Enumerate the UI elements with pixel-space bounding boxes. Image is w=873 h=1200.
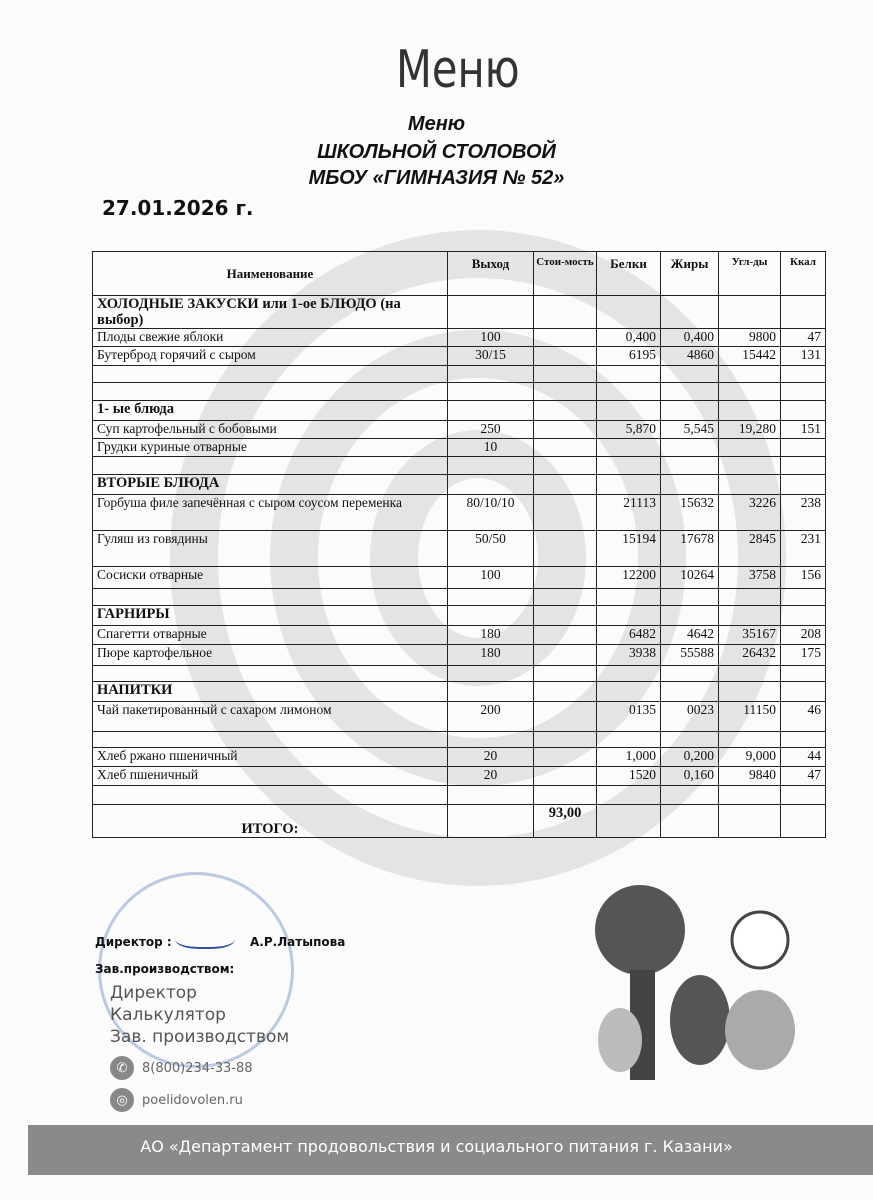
cell-cost: [534, 421, 597, 439]
empty-cell: [781, 606, 826, 626]
empty-cell: [597, 366, 661, 383]
cell-carbs: 19,280: [719, 421, 781, 439]
empty-cell: [719, 666, 781, 682]
cell-name: Чай пакетированный с сахаром лимоном: [93, 702, 448, 732]
empty-cell: [661, 589, 719, 606]
empty-cell: [597, 666, 661, 682]
empty-cell: [448, 296, 534, 329]
cell-carbs: 9800: [719, 329, 781, 347]
empty-cell: [661, 682, 719, 702]
menu-date: 27.01.2026 г.: [102, 196, 254, 220]
empty-cell: [597, 475, 661, 495]
empty-cell: [93, 666, 448, 682]
cell-carbs: 11150: [719, 702, 781, 732]
cell-kcal: 46: [781, 702, 826, 732]
section-row: [93, 401, 826, 421]
table-row: [93, 748, 826, 767]
footer-role-production: Зав. производством: [110, 1027, 290, 1047]
cell-carbs: 9840: [719, 767, 781, 786]
cell-fat: 5,545: [661, 421, 719, 439]
table-row: [93, 421, 826, 439]
cell-fat: 0023: [661, 702, 719, 732]
cell-cost: [534, 645, 597, 666]
cell-protein: 5,870: [597, 421, 661, 439]
cell-kcal: 175: [781, 645, 826, 666]
empty-cell: [597, 786, 661, 805]
cell-kcal: 44: [781, 748, 826, 767]
cell-output: 50/50: [448, 531, 534, 567]
cell-carbs: 3758: [719, 567, 781, 589]
empty-cell: [661, 786, 719, 805]
cell-output: 10: [448, 439, 534, 457]
empty-cell: [448, 366, 534, 383]
signature: [175, 925, 235, 949]
empty-cell: [448, 666, 534, 682]
empty-cell: [534, 786, 597, 805]
empty-cell: [719, 732, 781, 748]
footer-role-director: Директор: [110, 983, 197, 1003]
section-row: [93, 606, 826, 626]
table-row: [93, 645, 826, 666]
cell-carbs: [719, 439, 781, 457]
website: poelidovolen.ru: [142, 1092, 243, 1108]
empty-cell: [719, 383, 781, 401]
empty-cell: [448, 786, 534, 805]
empty-cell: [661, 457, 719, 475]
empty-row: [93, 732, 826, 748]
cell-fat: 55588: [661, 645, 719, 666]
phone-number: 8(800)234-33-88: [142, 1060, 253, 1076]
empty-cell: [597, 682, 661, 702]
globe-icon: ◎: [110, 1088, 134, 1112]
cell-cost: [534, 495, 597, 531]
empty-cell: [661, 296, 719, 329]
table-row: [93, 702, 826, 732]
empty-cell: [781, 457, 826, 475]
menu-table: [92, 251, 826, 838]
empty-cell: [448, 383, 534, 401]
empty-cell: [93, 732, 448, 748]
col-header-name: Наименование: [93, 252, 448, 296]
cell-name: Хлеб ржано пшеничный: [93, 748, 448, 767]
empty-cell: [597, 401, 661, 421]
cell-name: Грудки куриные отварные: [93, 439, 448, 457]
empty-cell: [534, 457, 597, 475]
cell-protein: 21113: [597, 495, 661, 531]
empty-cell: [534, 589, 597, 606]
cell-kcal: 131: [781, 347, 826, 366]
cell-protein: 6482: [597, 626, 661, 645]
empty-cell: [661, 383, 719, 401]
col-header-carbs: Угл-ды: [719, 252, 781, 296]
cell-kcal: [781, 439, 826, 457]
empty-cell: [781, 732, 826, 748]
empty-cell: [661, 401, 719, 421]
cell-output: 30/15: [448, 347, 534, 366]
empty-cell: [448, 732, 534, 748]
section-name: 1- ые блюда: [93, 401, 448, 421]
section-row: [93, 475, 826, 495]
title-line-3: МБОУ «ГИМНАЗИЯ № 52»: [308, 167, 565, 189]
empty-cell: [534, 401, 597, 421]
cell-kcal: 238: [781, 495, 826, 531]
total-row: [93, 805, 826, 838]
cell-cost: [534, 767, 597, 786]
table-row: [93, 439, 826, 457]
empty-cell: [534, 383, 597, 401]
empty-cell: [781, 682, 826, 702]
cell-name: Сосиски отварные: [93, 567, 448, 589]
empty-cell: [719, 606, 781, 626]
col-header-protein: Белки: [597, 252, 661, 296]
phone-icon: ✆: [110, 1056, 134, 1080]
empty-cell: [448, 475, 534, 495]
empty-cell: [661, 606, 719, 626]
cell-cost: [534, 347, 597, 366]
empty-cell: [448, 401, 534, 421]
empty-cell: [597, 457, 661, 475]
empty-cell: [661, 732, 719, 748]
empty-cell: [781, 805, 826, 838]
cell-cost: [534, 626, 597, 645]
empty-cell: [719, 296, 781, 329]
empty-cell: [661, 475, 719, 495]
cell-cost: [534, 702, 597, 732]
cell-output: 100: [448, 567, 534, 589]
cell-kcal: 47: [781, 767, 826, 786]
cell-cost: [534, 567, 597, 589]
empty-row: [93, 383, 826, 401]
organization-name: АО «Департамент продовольствия и социального питания г. Казани»: [140, 1137, 733, 1156]
cell-fat: 0,160: [661, 767, 719, 786]
cell-name: Пюре картофельное: [93, 645, 448, 666]
empty-cell: [719, 805, 781, 838]
cell-protein: 12200: [597, 567, 661, 589]
empty-cell: [448, 805, 534, 838]
empty-cell: [93, 366, 448, 383]
empty-cell: [597, 805, 661, 838]
empty-cell: [719, 457, 781, 475]
cell-protein: 3938: [597, 645, 661, 666]
cell-output: 200: [448, 702, 534, 732]
col-header-fat: Жиры: [661, 252, 719, 296]
col-header-cost: Стои-мость: [534, 252, 597, 296]
empty-cell: [597, 606, 661, 626]
title-line-1: Меню: [407, 113, 466, 135]
cell-output: 20: [448, 767, 534, 786]
cell-fat: 0,400: [661, 329, 719, 347]
empty-cell: [534, 366, 597, 383]
cell-cost: [534, 531, 597, 567]
cell-fat: 4860: [661, 347, 719, 366]
empty-row: [93, 457, 826, 475]
empty-cell: [719, 366, 781, 383]
table-row: [93, 329, 826, 347]
empty-cell: [597, 383, 661, 401]
cell-fat: 4642: [661, 626, 719, 645]
empty-row: [93, 366, 826, 383]
empty-cell: [448, 457, 534, 475]
cell-protein: 0135: [597, 702, 661, 732]
table-row: [93, 767, 826, 786]
cell-fat: 0,200: [661, 748, 719, 767]
empty-cell: [448, 589, 534, 606]
cell-kcal: 151: [781, 421, 826, 439]
table-row: [93, 567, 826, 589]
cell-name: Плоды свежие яблоки: [93, 329, 448, 347]
empty-cell: [534, 732, 597, 748]
empty-cell: [534, 296, 597, 329]
col-header-kcal: Ккал: [781, 252, 826, 296]
total-label: ИТОГО:: [93, 805, 448, 838]
cell-name: Хлеб пшеничный: [93, 767, 448, 786]
cell-name: Бутерброд горячий с сыром: [93, 347, 448, 366]
cell-cost: [534, 439, 597, 457]
cell-cost: [534, 748, 597, 767]
cell-name: Суп картофельный с бобовыми: [93, 421, 448, 439]
empty-cell: [781, 475, 826, 495]
section-row: [93, 682, 826, 702]
table-row: [93, 347, 826, 366]
empty-cell: [448, 606, 534, 626]
empty-cell: [534, 606, 597, 626]
table-row: [93, 495, 826, 531]
vegetable-characters-illustration: [560, 880, 800, 1110]
empty-cell: [781, 366, 826, 383]
section-name: НАПИТКИ: [93, 682, 448, 702]
cell-fat: 17678: [661, 531, 719, 567]
cell-carbs: 15442: [719, 347, 781, 366]
empty-cell: [597, 589, 661, 606]
empty-cell: [719, 475, 781, 495]
section-name: ВТОРЫЕ БЛЮДА: [93, 475, 448, 495]
empty-row: [93, 786, 826, 805]
empty-cell: [719, 786, 781, 805]
cell-protein: 6195: [597, 347, 661, 366]
empty-cell: [781, 786, 826, 805]
director-name: А.Р.Латыпова: [250, 935, 346, 949]
empty-cell: [719, 682, 781, 702]
table-row: [93, 531, 826, 567]
empty-cell: [93, 457, 448, 475]
empty-cell: [534, 682, 597, 702]
empty-row: [93, 589, 826, 606]
table-row: [93, 626, 826, 645]
cell-protein: 1,000: [597, 748, 661, 767]
cell-output: 180: [448, 626, 534, 645]
cell-output: 180: [448, 645, 534, 666]
empty-cell: [781, 383, 826, 401]
cell-protein: 0,400: [597, 329, 661, 347]
empty-cell: [448, 682, 534, 702]
cell-kcal: 231: [781, 531, 826, 567]
empty-cell: [534, 475, 597, 495]
empty-cell: [597, 296, 661, 329]
total-value: 93,00: [534, 805, 597, 838]
empty-cell: [781, 401, 826, 421]
handwritten-title: Меню: [396, 40, 520, 100]
col-header-output: Выход: [448, 252, 534, 296]
empty-cell: [661, 666, 719, 682]
cell-fat: 10264: [661, 567, 719, 589]
empty-cell: [781, 296, 826, 329]
cell-carbs: 35167: [719, 626, 781, 645]
section-row: [93, 296, 826, 329]
cell-output: 20: [448, 748, 534, 767]
cell-fat: [661, 439, 719, 457]
cell-protein: 1520: [597, 767, 661, 786]
empty-cell: [781, 666, 826, 682]
empty-cell: [534, 666, 597, 682]
empty-cell: [661, 366, 719, 383]
empty-cell: [93, 786, 448, 805]
empty-cell: [719, 401, 781, 421]
cell-name: Горбуша филе запечённая с сыром соусом переменка: [93, 495, 448, 531]
cell-output: 100: [448, 329, 534, 347]
empty-row: [93, 666, 826, 682]
section-name: ГАРНИРЫ: [93, 606, 448, 626]
cell-kcal: 208: [781, 626, 826, 645]
footer-role-calculator: Калькулятор: [110, 1005, 226, 1025]
table-header-row: [93, 252, 826, 296]
cell-carbs: 26432: [719, 645, 781, 666]
cell-output: 80/10/10: [448, 495, 534, 531]
cell-kcal: 156: [781, 567, 826, 589]
empty-cell: [597, 732, 661, 748]
empty-cell: [719, 589, 781, 606]
cell-kcal: 47: [781, 329, 826, 347]
cell-output: 250: [448, 421, 534, 439]
title-line-2: ШКОЛЬНОЙ СТОЛОВОЙ: [317, 141, 556, 163]
cell-cost: [534, 329, 597, 347]
cell-carbs: 2845: [719, 531, 781, 567]
empty-cell: [93, 589, 448, 606]
cell-carbs: 3226: [719, 495, 781, 531]
section-name: ХОЛОДНЫЕ ЗАКУСКИ или 1-ое БЛЮДО (на выбор): [93, 296, 448, 329]
empty-cell: [661, 805, 719, 838]
cell-protein: [597, 439, 661, 457]
director-label: Директор :: [95, 935, 172, 949]
cell-name: Гуляш из говядины: [93, 531, 448, 567]
cell-protein: 15194: [597, 531, 661, 567]
cell-name: Спагетти отварные: [93, 626, 448, 645]
empty-cell: [781, 589, 826, 606]
production-label: Зав.производством:: [95, 962, 235, 976]
empty-cell: [93, 383, 448, 401]
cell-carbs: 9,000: [719, 748, 781, 767]
cell-fat: 15632: [661, 495, 719, 531]
